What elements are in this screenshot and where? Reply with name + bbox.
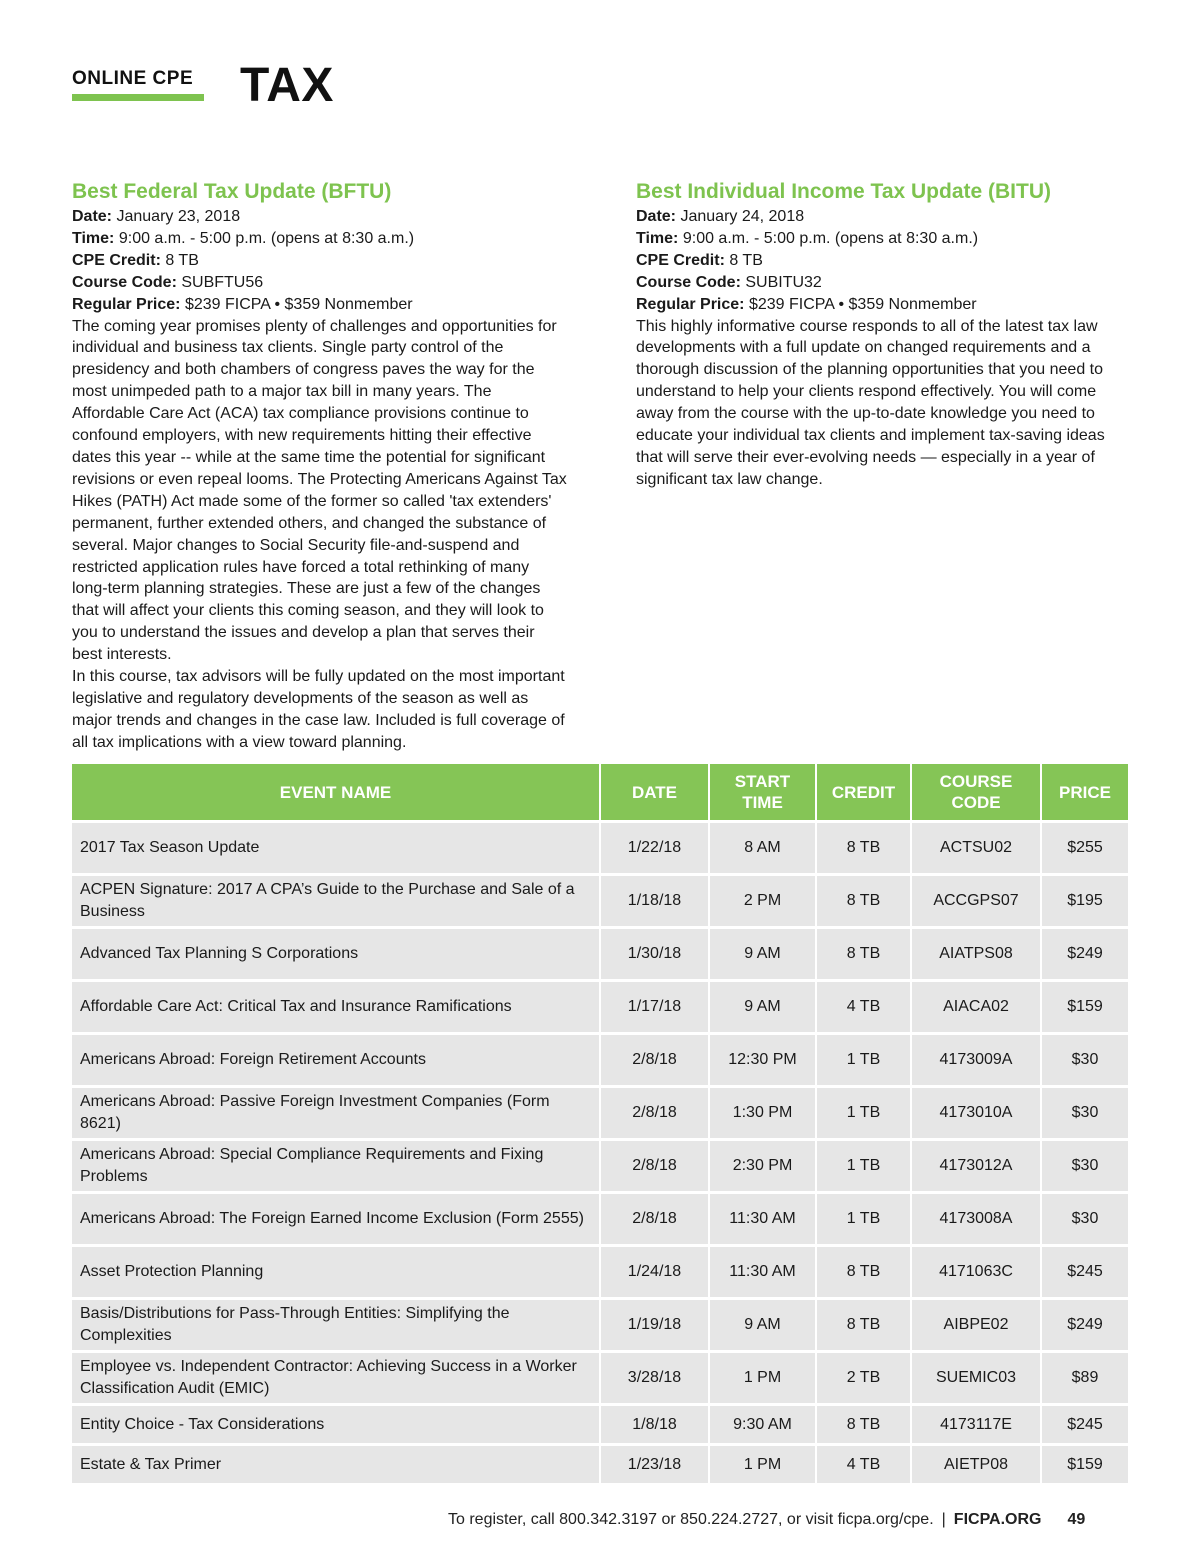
- cell-start-time: 8 AM: [710, 820, 817, 873]
- col-header-date: DATE: [601, 764, 710, 820]
- cell-event-name: 2017 Tax Season Update: [72, 820, 601, 873]
- cell-credit: 8 TB: [817, 820, 912, 873]
- cell-price: $30: [1042, 1032, 1128, 1085]
- cell-event-name: Americans Abroad: Foreign Retirement Accounts: [72, 1032, 601, 1085]
- cell-start-time: 9 AM: [710, 926, 817, 979]
- cell-price: $249: [1042, 926, 1128, 979]
- page-footer: [448, 1511, 1085, 1529]
- page-number: 49: [1067, 1511, 1086, 1528]
- cell-start-time: 2:30 PM: [710, 1138, 817, 1191]
- footer-separator: |: [941, 1511, 946, 1528]
- events-table: [72, 764, 1128, 1483]
- page-header: [72, 58, 472, 118]
- cell-event-name: Estate & Tax Primer: [72, 1443, 601, 1483]
- cell-credit: 8 TB: [817, 1244, 912, 1297]
- cell-course-code: ACCGPS07: [912, 873, 1042, 926]
- course-time: Time: 9:00 a.m. - 5:00 p.m. (opens at 8:30 a.m.): [636, 229, 979, 247]
- course-date: Date: January 23, 2018: [72, 208, 241, 225]
- course-title: Best Individual Income Tax Update (BITU): [636, 180, 1051, 203]
- cell-price: $249: [1042, 1297, 1128, 1350]
- cell-start-time: 11:30 AM: [710, 1191, 817, 1244]
- table-row: [72, 1443, 1128, 1483]
- col-header-event-name: EVENT NAME: [72, 764, 601, 820]
- table-row: [72, 979, 1128, 1032]
- cell-date: 2/8/18: [601, 1085, 710, 1138]
- course-credit: CPE Credit: 8 TB: [636, 251, 763, 269]
- cell-date: 1/17/18: [601, 979, 710, 1032]
- cell-date: 1/24/18: [601, 1244, 710, 1297]
- cell-date: 1/18/18: [601, 873, 710, 926]
- section-label: ONLINE CPE: [72, 68, 194, 89]
- cell-event-name: Basis/Distributions for Pass-Through Entities: Simplifying the Complexities: [72, 1297, 601, 1350]
- cell-credit: 8 TB: [817, 873, 912, 926]
- section-underline: [72, 94, 204, 101]
- course-code: Course Code: SUBITU32: [636, 273, 822, 291]
- cell-start-time: 11:30 AM: [710, 1244, 817, 1297]
- cell-price: $30: [1042, 1085, 1128, 1138]
- table-row: [72, 1138, 1128, 1191]
- course-description: The coming year promises plenty of challenges and opportunities for individual and business tax clients. Single party control of the presidency and both chambers of congress paves the way for the most unimpeded path to a major tax bill in many years. The Affordable Care Act (ACA) tax compliance provisions continue to confound employers, with new requirements hitting their effective dates this year -- while at the same time the potential for significant revisions or even repeal looms. The Protecting Americans Against Tax Hikes (PATH) Act made some of the former so called 'tax extenders' permanent, further extended others, and changed the substance of several. Major changes to Social Security file-and-suspend and restricted application rules have forced a total rethinking of many long-term planning strategies. These are just a few of the changes that will affect your clients this coming season, and they will look to you to understand the issues and develop a plan that serves their best interests.: [72, 317, 567, 664]
- table-row: [72, 1297, 1128, 1350]
- table-row: [72, 1350, 1128, 1403]
- cell-credit: 1 TB: [817, 1191, 912, 1244]
- cell-start-time: 1:30 PM: [710, 1085, 817, 1138]
- footer-org-link[interactable]: FICPA.ORG: [953, 1511, 1042, 1528]
- cell-course-code: AIBPE02: [912, 1297, 1042, 1350]
- cell-credit: 1 TB: [817, 1138, 912, 1191]
- table-row: [72, 1085, 1128, 1138]
- table-row: [72, 1403, 1128, 1443]
- page-title: TAX: [240, 59, 334, 112]
- cell-event-name: Advanced Tax Planning S Corporations: [72, 926, 601, 979]
- cell-start-time: 9 AM: [710, 979, 817, 1032]
- col-header-credit: CREDIT: [817, 764, 912, 820]
- course-bitu: [636, 178, 1131, 491]
- cell-date: 2/8/18: [601, 1138, 710, 1191]
- table-row: [72, 873, 1128, 926]
- course-date: Date: January 24, 2018: [636, 208, 805, 225]
- cell-credit: 1 TB: [817, 1085, 912, 1138]
- cell-course-code: 4171063C: [912, 1244, 1042, 1297]
- cell-start-time: 9 AM: [710, 1297, 817, 1350]
- cell-price: $245: [1042, 1403, 1128, 1443]
- cell-price: $159: [1042, 1443, 1128, 1483]
- course-title: Best Federal Tax Update (BFTU): [72, 180, 392, 203]
- cell-credit: 8 TB: [817, 926, 912, 979]
- table-body: [72, 820, 1128, 1483]
- cell-credit: 8 TB: [817, 1297, 912, 1350]
- cell-course-code: 4173010A: [912, 1085, 1042, 1138]
- cell-credit: 8 TB: [817, 1403, 912, 1443]
- table-row: [72, 1244, 1128, 1297]
- cell-event-name: Entity Choice - Tax Considerations: [72, 1403, 601, 1443]
- cell-date: 2/8/18: [601, 1191, 710, 1244]
- cell-event-name: Asset Protection Planning: [72, 1244, 601, 1297]
- course-price: Regular Price: $239 FICPA • $359 Nonmember: [636, 295, 977, 313]
- col-header-course-code: COURSE CODE: [912, 764, 1042, 820]
- cell-date: 1/30/18: [601, 926, 710, 979]
- cell-date: 1/8/18: [601, 1403, 710, 1443]
- cell-price: $30: [1042, 1138, 1128, 1191]
- table-row: [72, 1191, 1128, 1244]
- cell-course-code: SUEMIC03: [912, 1350, 1042, 1403]
- cell-price: $30: [1042, 1191, 1128, 1244]
- cell-event-name: ACPEN Signature: 2017 A CPA’s Guide to the Purchase and Sale of a Business: [72, 873, 601, 926]
- cell-event-name: Affordable Care Act: Critical Tax and Insurance Ramifications: [72, 979, 601, 1032]
- course-description-2: In this course, tax advisors will be fully updated on the most important legislative and regulatory developments of the season as well as major trends and changes in the case law. Included is full coverage of all tax implications with a view toward planning.: [72, 668, 565, 751]
- course-bftu: [72, 178, 567, 754]
- cell-course-code: 4173008A: [912, 1191, 1042, 1244]
- cell-credit: 4 TB: [817, 1443, 912, 1483]
- cell-date: 3/28/18: [601, 1350, 710, 1403]
- cell-start-time: 1 PM: [710, 1350, 817, 1403]
- cell-date: 1/22/18: [601, 820, 710, 873]
- cell-course-code: AIATPS08: [912, 926, 1042, 979]
- cell-price: $255: [1042, 820, 1128, 873]
- table-row: [72, 1032, 1128, 1085]
- cell-course-code: 4173117E: [912, 1403, 1042, 1443]
- table-row: [72, 820, 1128, 873]
- cell-event-name: Employee vs. Independent Contractor: Achieving Success in a Worker Classification Audit (EMIC): [72, 1350, 601, 1403]
- cell-start-time: 12:30 PM: [710, 1032, 817, 1085]
- cell-event-name: Americans Abroad: Special Compliance Requirements and Fixing Problems: [72, 1138, 601, 1191]
- cell-course-code: 4173012A: [912, 1138, 1042, 1191]
- cell-price: $89: [1042, 1350, 1128, 1403]
- cell-event-name: Americans Abroad: The Foreign Earned Income Exclusion (Form 2555): [72, 1191, 601, 1244]
- cell-course-code: AIETP08: [912, 1443, 1042, 1483]
- footer-register-text: To register, call 800.342.3197 or 850.224.2727, or visit ficpa.org/cpe.: [448, 1511, 934, 1528]
- course-price: Regular Price: $239 FICPA • $359 Nonmember: [72, 295, 413, 313]
- cell-date: 1/19/18: [601, 1297, 710, 1350]
- cell-start-time: 9:30 AM: [710, 1403, 817, 1443]
- cell-price: $195: [1042, 873, 1128, 926]
- table-header-row: [72, 764, 1128, 820]
- cell-credit: 1 TB: [817, 1032, 912, 1085]
- cell-date: 1/23/18: [601, 1443, 710, 1483]
- course-description: This highly informative course responds to all of the latest tax law developments with a full update on changed requirements and a thorough discussion of the planning opportunities that you need to understand to help your clients respond effectively. You will come away from the course with the up-to-date knowledge you need to educate your individual tax clients and implement tax-saving ideas that will serve their ever-evolving needs — especially in a year of significant tax law change.: [636, 317, 1105, 488]
- cell-course-code: ACTSU02: [912, 820, 1042, 873]
- cell-price: $245: [1042, 1244, 1128, 1297]
- course-code: Course Code: SUBFTU56: [72, 273, 264, 291]
- cell-course-code: 4173009A: [912, 1032, 1042, 1085]
- events-table-wrap: [72, 764, 1128, 1483]
- table-row: [72, 926, 1128, 979]
- cell-price: $159: [1042, 979, 1128, 1032]
- col-header-price: PRICE: [1042, 764, 1128, 820]
- cell-start-time: 1 PM: [710, 1443, 817, 1483]
- col-header-start-time: START TIME: [710, 764, 817, 820]
- cell-credit: 4 TB: [817, 979, 912, 1032]
- cell-course-code: AIACA02: [912, 979, 1042, 1032]
- cell-event-name: Americans Abroad: Passive Foreign Investment Companies (Form 8621): [72, 1085, 601, 1138]
- course-credit: CPE Credit: 8 TB: [72, 251, 199, 269]
- cell-credit: 2 TB: [817, 1350, 912, 1403]
- cell-start-time: 2 PM: [710, 873, 817, 926]
- cell-date: 2/8/18: [601, 1032, 710, 1085]
- course-time: Time: 9:00 a.m. - 5:00 p.m. (opens at 8:30 a.m.): [72, 229, 415, 247]
